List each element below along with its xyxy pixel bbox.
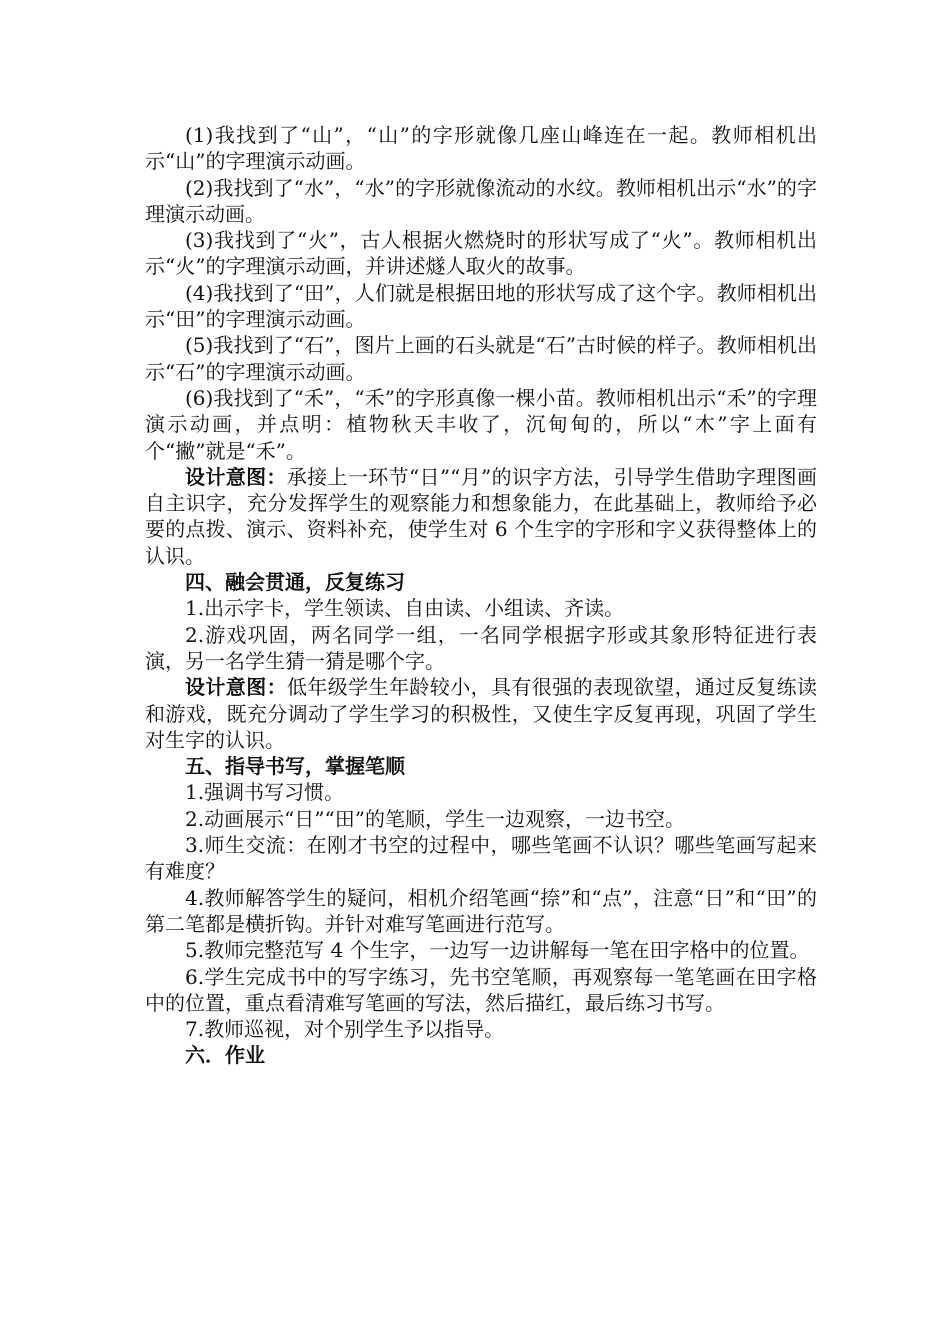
design-intent-text: 低年级学生年龄较小，具有很强的表现欲望，通过反复练读和游戏，既充分调动了学生学习的积极性，又使生字反复再现，巩固了学生对生字的认识。 xyxy=(145,675,817,752)
design-intent-2 xyxy=(145,674,817,753)
paragraph-tian xyxy=(145,280,817,333)
list-item xyxy=(145,832,817,885)
section-heading-5 xyxy=(145,753,817,779)
list-item-text: 3.师生交流：在刚才书空的过程中，哪些笔画不认识？哪些笔画写起来有难度？ xyxy=(145,833,817,884)
paragraph-shan xyxy=(145,122,817,175)
list-item-text: 1.出示字卡，学生领读、自由读、小组读、齐读。 xyxy=(185,596,625,621)
section-heading-6 xyxy=(145,1042,817,1068)
section-heading-text: 六．作业 xyxy=(185,1043,265,1068)
paragraph-shui xyxy=(145,175,817,228)
list-item xyxy=(145,1016,817,1042)
section-heading-text: 四、融会贯通，反复练习 xyxy=(185,570,405,595)
design-intent-label: 设计意图： xyxy=(185,675,287,700)
design-intent-label: 设计意图： xyxy=(185,464,287,489)
paragraph-text: (3)我找到了“火”，古人根据火燃烧时的形状写成了“火”。教师相机出示“火”的字理演示动画，并讲述燧人取火的故事。 xyxy=(145,228,817,279)
paragraph-text: (1)我找到了“山”，“山”的字形就像几座山峰连在一起。教师相机出示“山”的字理演示动画。 xyxy=(145,123,817,174)
paragraph-shi xyxy=(145,332,817,385)
paragraph-text: (6)我找到了“禾”，“禾”的字形真像一棵小苗。教师相机出示“禾”的字理演示动画，并点明：植物秋天丰收了，沉甸甸的，所以“木”字上面有个“撇”就是“禾”。 xyxy=(145,385,817,463)
list-item xyxy=(145,595,817,621)
list-item xyxy=(145,806,817,832)
section-heading-text: 五、指导书写，掌握笔顺 xyxy=(185,754,405,779)
list-item-text: 2.动画展示“日”“田”的笔顺，学生一边观察，一边书空。 xyxy=(185,806,685,831)
paragraph-he xyxy=(145,385,817,464)
section-heading-4 xyxy=(145,569,817,595)
list-item xyxy=(145,885,817,938)
list-item-text: 5.教师完整范写 4 个生字，一边写一边讲解每一笔在田字格中的位置。 xyxy=(185,938,810,963)
list-item xyxy=(145,964,817,1017)
design-intent-1 xyxy=(145,464,817,569)
list-item-text: 7.教师巡视，对个别学生予以指导。 xyxy=(185,1017,505,1042)
document-page xyxy=(145,122,817,1069)
list-item xyxy=(145,937,817,963)
design-intent-text: 承接上一环节“日”“月”的识字方法，引导学生借助字理图画自主识字，充分发挥学生的观察能力和想象能力，在此基础上，教师给予必要的点拨、演示、资料补充，使学生对 6 个生字的字形和字义获得整体上的认识。 xyxy=(145,464,817,568)
list-item-text: 4.教师解答学生的疑问，相机介绍笔画“捺”和“点”，注意“日”和“田”的第二笔都是横折钩。并针对难写笔画进行范写。 xyxy=(145,885,817,936)
list-item-text: 6.学生完成书中的写字练习，先书空笔顺，再观察每一笔笔画在田字格中的位置，重点看清难写笔画的写法，然后描红，最后练习书写。 xyxy=(145,964,817,1015)
paragraph-text: (2)我找到了“水”，“水”的字形就像流动的水纹。教师相机出示“水”的字理演示动画。 xyxy=(145,175,817,226)
list-item xyxy=(145,622,817,675)
list-item xyxy=(145,779,817,805)
list-item-text: 1.强调书写习惯。 xyxy=(185,780,345,805)
list-item-text: 2.游戏巩固，两名同学一组，一名同学根据字形或其象形特征进行表演，另一名学生猜一猜是哪个字。 xyxy=(145,622,817,673)
paragraph-text: (4)我找到了“田”，人们就是根据田地的形状写成了这个字。教师相机出示“田”的字理演示动画。 xyxy=(145,280,817,332)
paragraph-text: (5)我找到了“石”，图片上画的石头就是“石”古时候的样子。教师相机出示“石”的字理演示动画。 xyxy=(145,333,817,384)
paragraph-huo xyxy=(145,227,817,280)
